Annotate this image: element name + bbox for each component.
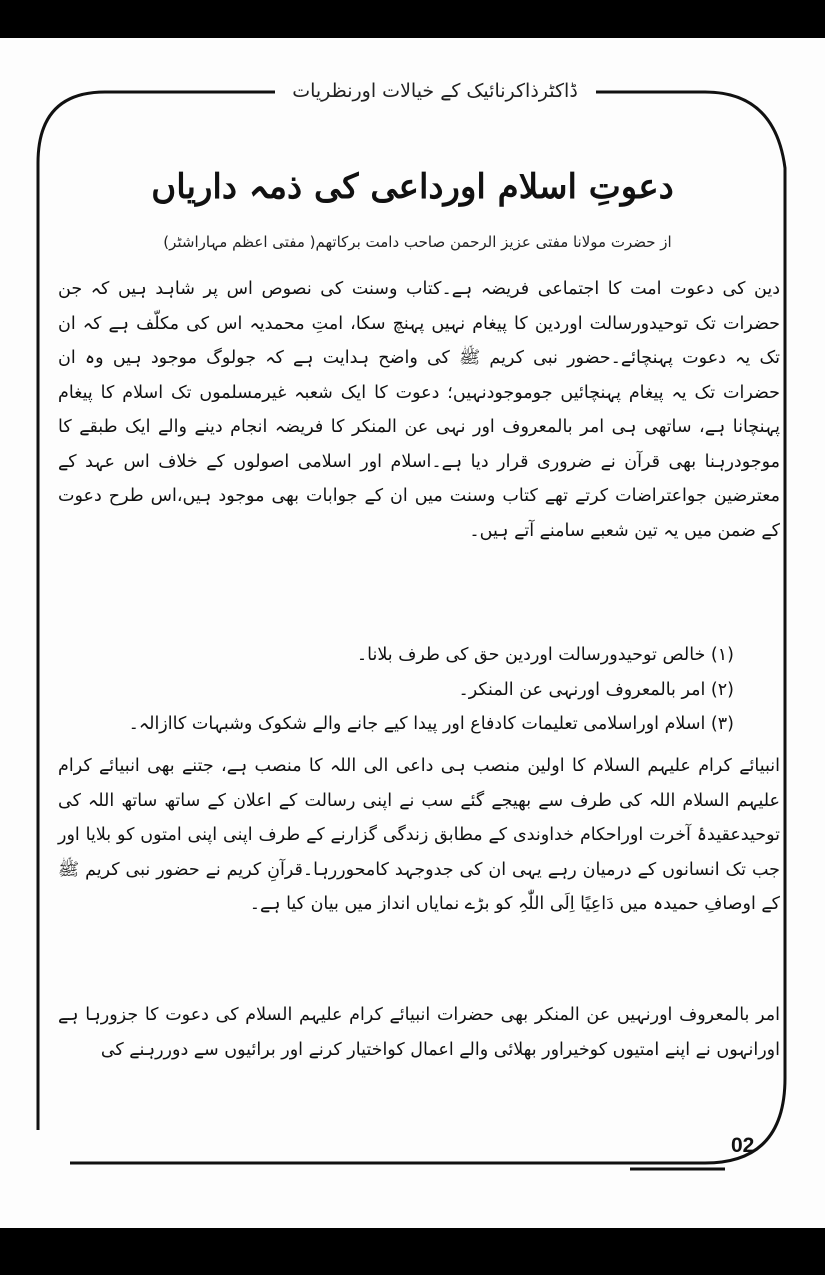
paragraph-text: دین کی دعوت امت کا اجتماعی فریضہ ہے۔کتاب وسنت کی نصوص اس پر شاہد ہیں کہ جن حضرات تک توحیدورسالت اوردین کا پیغام نہیں پہنچ سکا، امتِ محمدیہ اس کی مکلّف ہے کہ ان تک یہ دعوت پہنچائے۔حضور نبی کریم ﷺ کی واضح ہدایت ہے کہ جولوگ موجود ہیں وہ ان حضرات تک یہ پیغام پہنچائیں جوموجودنہیں؛ دعوت کا ایک شعبہ غیرمسلموں تک اسلام کا پیغام پہنچانا ہے، ساتھی ہی امر بالمعروف اور نہی عن المنکر کا فریضہ انجام دینے والے ایک طبقے کا موجودرہنا بھی قرآن نے ضروری قرار دیا ہے۔اسلام اور اسلامی اصولوں کے خلاف اس عہد کے معترضین جواعتراضات کرتے تھے کتاب وسنت میں ان کے جوابات بھی موجود ہیں،اس طرح دعوت کے ضمن میں یہ تین شعبے سامنے آتے ہیں۔ [58, 279, 780, 541]
document-page [0, 38, 825, 1228]
paragraph-text: انبیائے کرام علیہم السلام کا اولین منصب ہی داعی الی اللہ کا منصب ہے، جتنے بھی انبیائے کرام علیہم السلام اللہ کی طرف سے بھیجے گئے سب نے اپنی رسالت کے اعلان کے ساتھ ساتھ اللہ کی توحیدعقیدۂ آخرت اوراحکام خداوندی کے مطابق زندگی گزارنے کے طرف اپنی اپنی امتوں کو بلایا اور جب تک انسانوں کے درمیان رہے یہی ان کی جدوجہد کامحوررہا۔قرآنِ کریم نے حضور نبی کریم ﷺ کے اوصافِ حمیدہ میں دَاعِیًا اِلَی اللّٰہِ کو بڑے نمایاں انداز میں بیان کیا ہے۔ [58, 756, 780, 914]
list-item: (۳) اسلام اوراسلامی تعلیمات کادفاع اور پیدا کیے جانے والے شکوک وشبہات کاازالہ۔ [128, 714, 734, 734]
paragraph-text: امر بالمعروف اورنہیں عن المنکر بھی حضرات انبیائے کرام علیہم السلام کی دعوت کا جزورہا ہے اورانہوں نے اپنے امتیوں کوخیراور بھلائی والے اعمال کواختیار کرنے اور برائیوں سے دوررہنے کی [58, 1005, 780, 1060]
article-byline: از حضرت مولانا مفتی عزیز الرحمن صاحب دامت برکاتھم( مفتی اعظم مہاراشٹر) [163, 233, 672, 251]
running-header-title: ڈاکٹرذاکرنائیک کے خیالات اورنظریات [280, 80, 590, 102]
paragraph-amr-bil-maruf [58, 998, 780, 1067]
paragraph-prophets [58, 749, 780, 922]
paragraph-intro [58, 272, 780, 548]
list-item: (۱) خالص توحیدورسالت اوردین حق کی طرف بلانا۔ [356, 645, 734, 665]
article-title: دعوتِ اسلام اورداعی کی ذمہ داریاں [151, 167, 674, 207]
list-item: (۲) امر بالمعروف اورنہی عن المنکر۔ [458, 679, 734, 700]
page-number: 02 [731, 1134, 755, 1157]
three-branches-list [58, 638, 734, 742]
